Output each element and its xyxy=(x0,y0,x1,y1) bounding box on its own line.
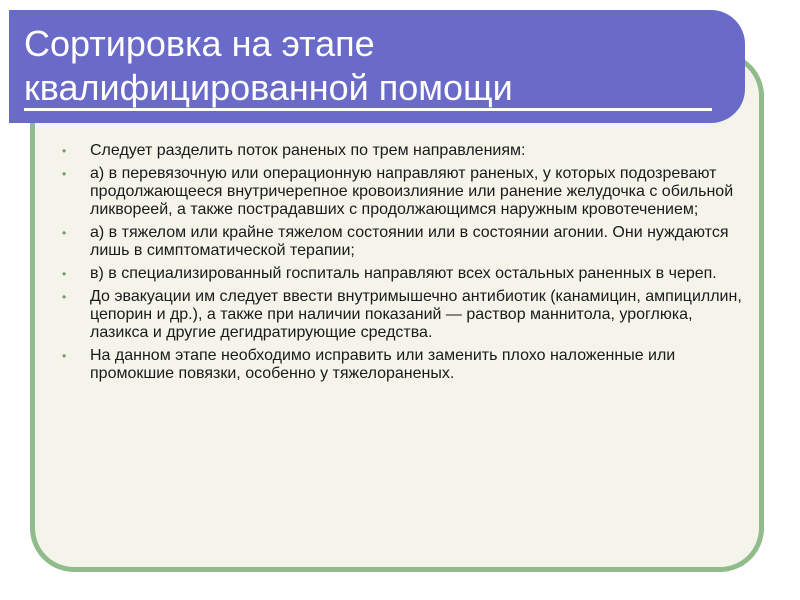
bullet-text: в) в специализированный госпиталь направляют всех остальных раненных в череп. xyxy=(90,265,717,282)
bullet-icon: • xyxy=(62,349,67,363)
bullet-icon: • xyxy=(62,144,67,158)
bullet-icon: • xyxy=(62,267,67,281)
bullet-icon: • xyxy=(62,290,67,304)
slide-title xyxy=(24,22,513,110)
bullet-list xyxy=(62,142,742,388)
bullet-item xyxy=(62,142,742,160)
slide-title-line-1: Сортировка на этапе xyxy=(24,23,375,64)
bullet-text: На данном этапе необходимо исправить или заменить плохо наложенные или промокшие повязки, особенно у тяжелораненых. xyxy=(90,347,676,382)
bullet-item xyxy=(62,347,742,383)
slide-title-line-2: квалифицированной помощи xyxy=(24,67,513,108)
bullet-item xyxy=(62,224,742,260)
title-bar xyxy=(9,10,745,123)
title-underline xyxy=(24,108,712,111)
bullet-text: а) в перевязочную или операционную направляют раненых, у которых подозревают продолжающееся внутричерепное кровоизлияние или ранение желудочка с обильной ликвореей, а также пострадавших с продолжающимся наружным кровотечением; xyxy=(90,165,734,218)
bullet-text: Следует разделить поток раненых по трем направлениям: xyxy=(90,142,526,159)
bullet-item xyxy=(62,265,742,283)
bullet-item xyxy=(62,165,742,219)
bullet-item xyxy=(62,288,742,342)
bullet-icon: • xyxy=(62,167,67,181)
bullet-text: а) в тяжелом или крайне тяжелом состоянии или в состоянии агонии. Они нуждаются лишь в симптоматической терапии; xyxy=(90,224,729,259)
bullet-text: До эвакуации им следует ввести внутримышечно антибиотик (канамицин, ампициллин, цепорин и др.), а также при наличии показаний — раствор маннитола, уроглюка, лазикса и другие дегидратирующие средства. xyxy=(90,288,742,341)
bullet-icon: • xyxy=(62,226,67,240)
